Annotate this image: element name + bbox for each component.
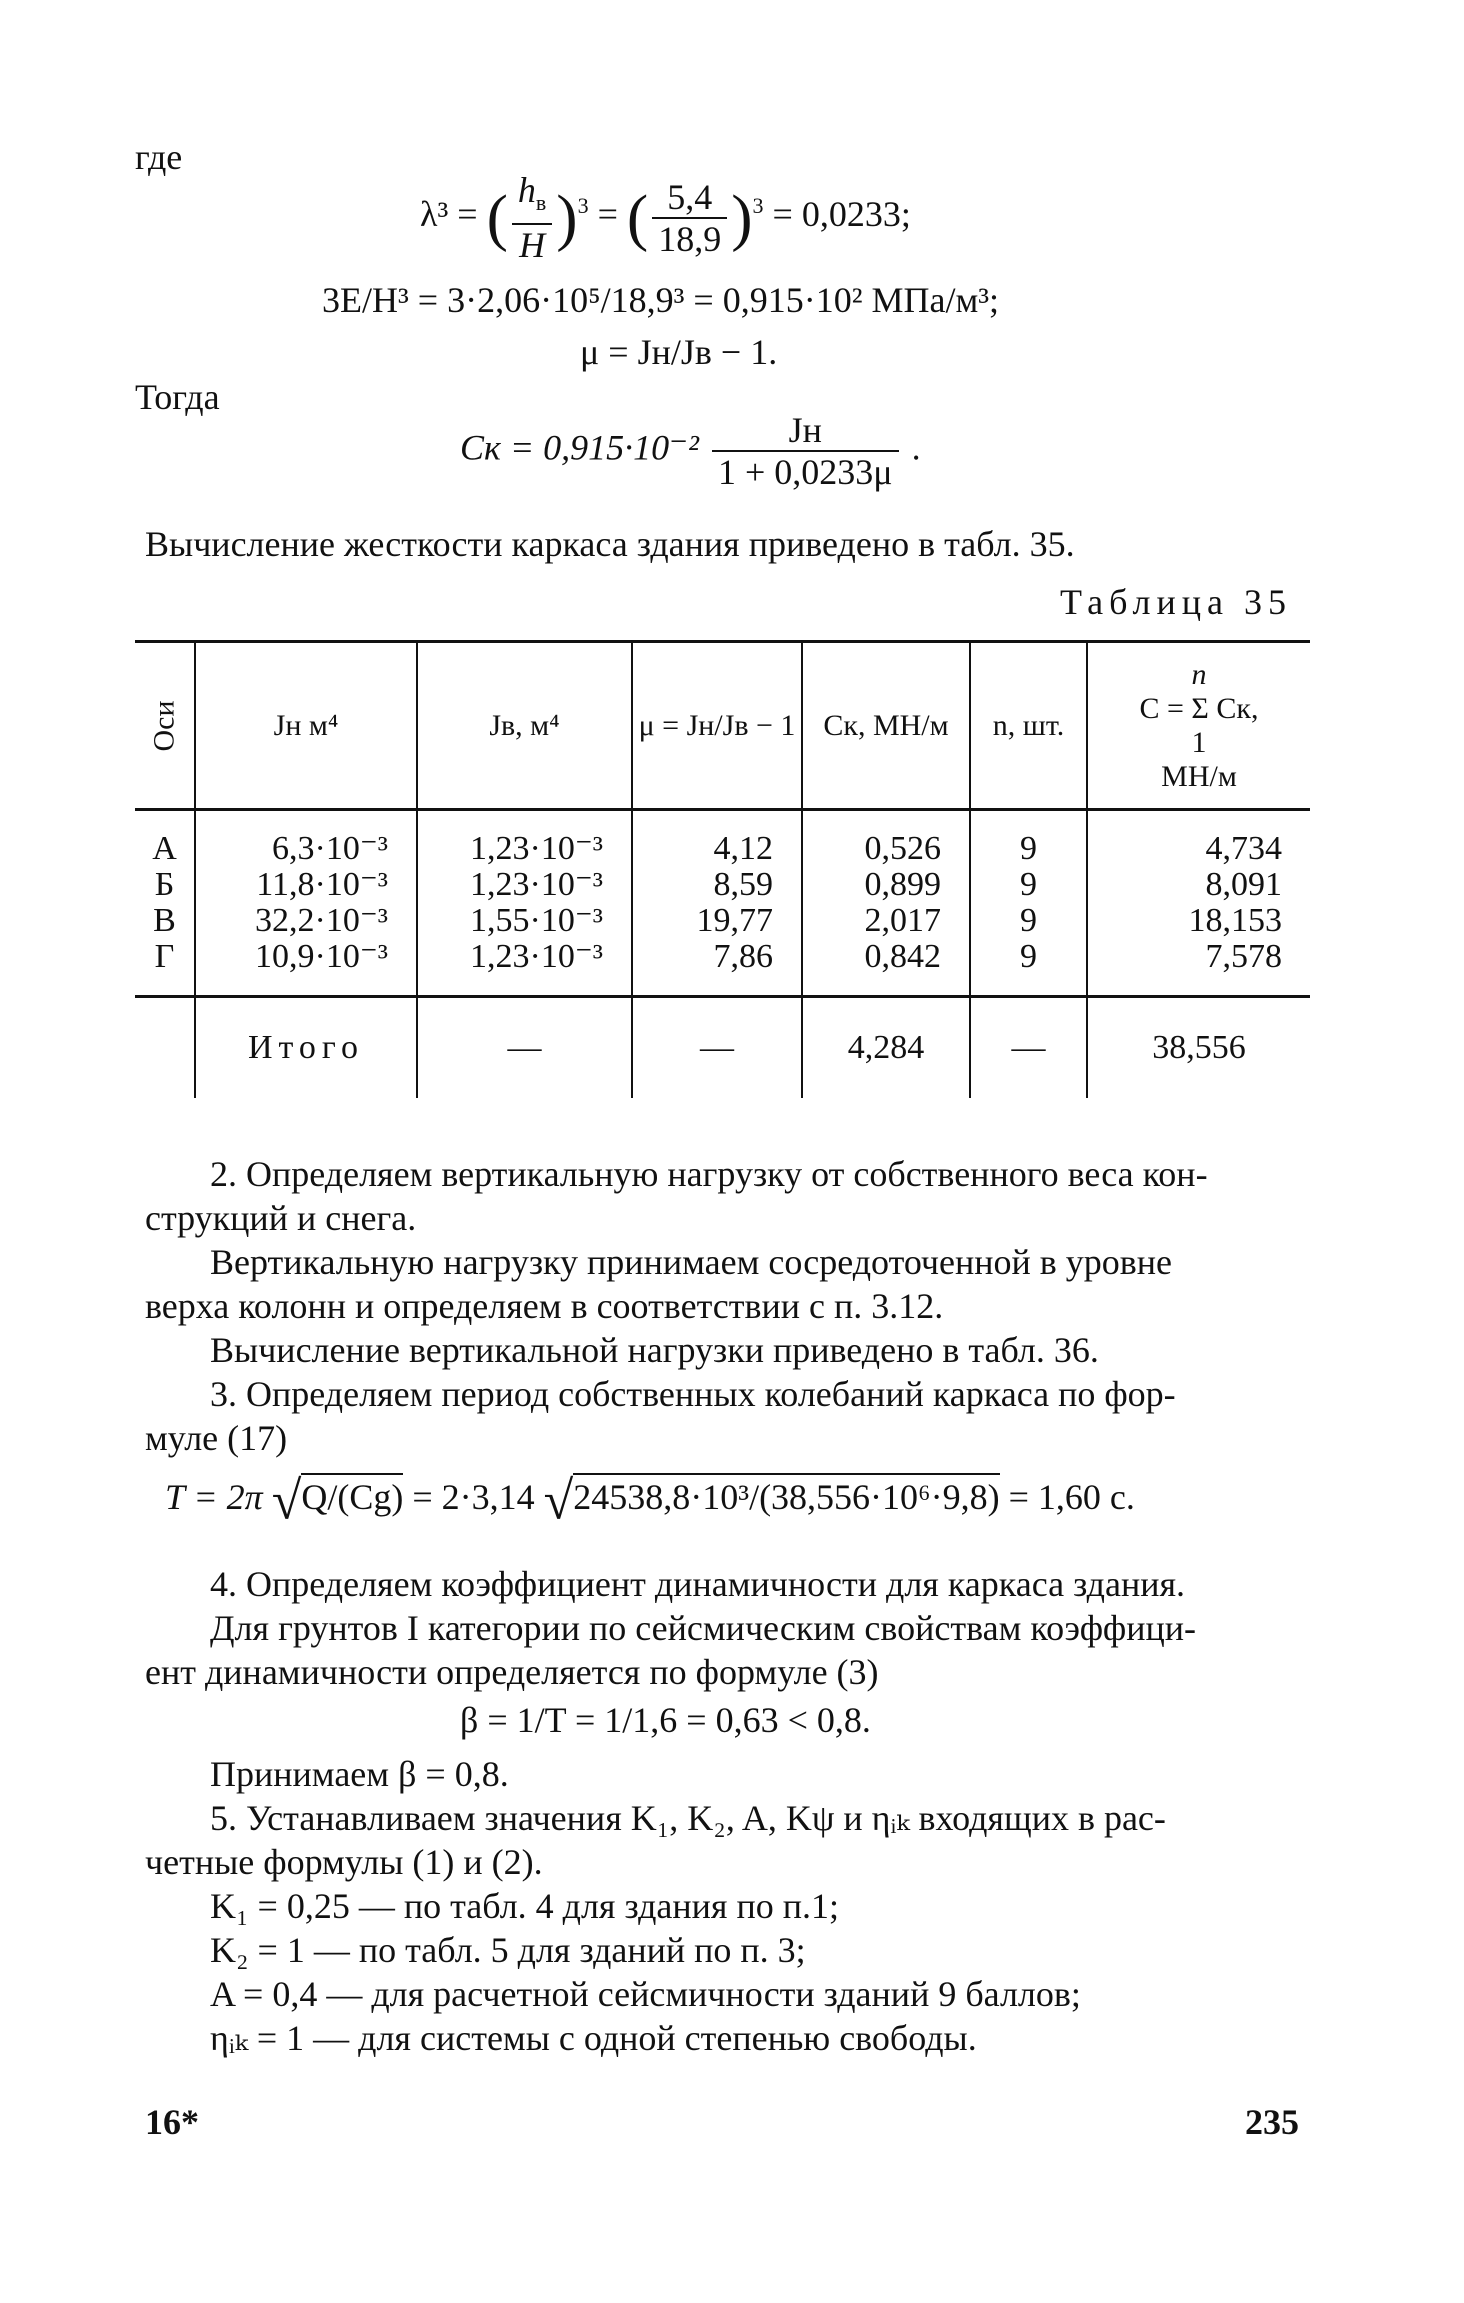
paragraph-5-line1: 5. Устанавливаем значения K₁, K₂, A, Kψ и ηᵢₖ входящих в рас-: [210, 1798, 1166, 1838]
paragraph-2-line2: струкций и снега.: [145, 1198, 417, 1238]
header-n: n, шт.: [970, 642, 1087, 810]
paragraph-2d: Вычисление вертикальной нагрузки приведено в табл. 36.: [210, 1330, 1099, 1370]
header-mu: μ = Jн/Jв − 1: [632, 642, 802, 810]
page-number: 235: [1245, 2102, 1299, 2142]
header-ck: Cк, МН/м: [802, 642, 970, 810]
table-body: [135, 810, 1310, 1099]
header-jn: Jн м⁴: [195, 642, 417, 810]
paragraph-2c-line1: Вертикальную нагрузку принимаем сосредоточенной в уровне: [210, 1242, 1173, 1282]
equation-ck: Cк = 0,915·10⁻² $\frac{Jн}{1 + 0,0233\mu}$ .: [460, 410, 921, 492]
footer-signature: 16*: [145, 2102, 199, 2142]
equation-beta: β = 1/T = 1/1,6 = 0,63 < 0,8.: [460, 1700, 871, 1740]
paragraph-4b-line2: ент динамичности определяется по формуле (3): [145, 1652, 879, 1692]
paragraph-5-line2: четные формулы (1) и (2).: [145, 1842, 543, 1882]
eq1-result: = 0,0233;: [772, 193, 911, 234]
equation-period: T = 2π √Q/(Cg) = 2·3,14 √24538,8·10³/(38,556·10⁶·9,8) = 1,60 c.: [165, 1470, 1135, 1531]
header-osi: Оси: [135, 642, 195, 810]
eta-line: ηᵢₖ = 1 — для системы с одной степенью свободы.: [210, 2018, 977, 2058]
eq1-frac-b: $\frac{5,4}{18,9}$: [652, 177, 727, 259]
k1-line: K₁ = 0,25 — по табл. 4 для здания по п.1;: [210, 1886, 839, 1926]
header-jv: Jв, м⁴: [417, 642, 632, 810]
k2-line: K₂ = 1 — по табл. 5 для зданий по п. 3;: [210, 1930, 806, 1970]
table-35: [135, 640, 1310, 1098]
table-header-row: [135, 642, 1310, 810]
table-row: А 6,3·10⁻³ 1,23·10⁻³ 4,12 0,526 9 4,734: [135, 831, 1310, 867]
equation-lambda: λ³ = ( $\frac{h_в}{H}$ )$^3$ = ( $\frac{5,4}{18,9}$ )$^3$ = 0,0233;: [420, 170, 911, 266]
eq1-frac-a: $\frac{h_в}{H}$: [512, 170, 552, 265]
paragraph-3-line2: муле (17): [145, 1418, 288, 1458]
table-row: Г 10,9·10⁻³ 1,23·10⁻³ 7,86 0,842 9 7,578: [135, 939, 1310, 975]
intro-word: где: [135, 137, 183, 177]
equation-stiffness: 3E/H³ = 3·2,06·10⁵/18,9³ = 0,915·10² МПа/м³;: [322, 280, 1000, 320]
table-total-row: Итого — — 4,284 — 38,556: [135, 997, 1310, 1099]
header-c: n C = Σ Cк, 1 МН/м: [1087, 642, 1310, 810]
paragraph-4: 4. Определяем коэффициент динамичности для каркаса здания.: [210, 1564, 1186, 1604]
word-togda: Тогда: [135, 377, 220, 417]
paragraph-3-line1: 3. Определяем период собственных колебаний каркаса по фор-: [210, 1374, 1176, 1414]
sqrt-icon: √: [543, 1470, 574, 1531]
a-line: A = 0,4 — для расчетной сейсмичности зданий 9 баллов;: [210, 1974, 1081, 2014]
sqrt-icon: √: [271, 1470, 302, 1531]
paragraph-4c: Принимаем β = 0,8.: [210, 1754, 509, 1794]
paragraph-2c-line2: верха колонн и определяем в соответствии с п. 3.12.: [145, 1286, 944, 1326]
sentence-table-ref: Вычисление жесткости каркаса здания приведено в табл. 35.: [145, 524, 1075, 564]
table-row: В 32,2·10⁻³ 1,55·10⁻³ 19,77 2,017 9 18,153: [135, 903, 1310, 939]
eq1-lhs: λ³ =: [420, 193, 478, 234]
paragraph-4b-line1: Для грунтов I категории по сейсмическим свойствам коэффици-: [210, 1608, 1196, 1648]
paragraph-2-line1: 2. Определяем вертикальную нагрузку от собственного веса кон-: [210, 1154, 1208, 1194]
table-caption: Таблица 35: [1060, 582, 1292, 622]
equation-mu: μ = Jн/Jв − 1.: [580, 332, 778, 372]
table-row: Б 11,8·10⁻³ 1,23·10⁻³ 8,59 0,899 9 8,091: [135, 867, 1310, 903]
